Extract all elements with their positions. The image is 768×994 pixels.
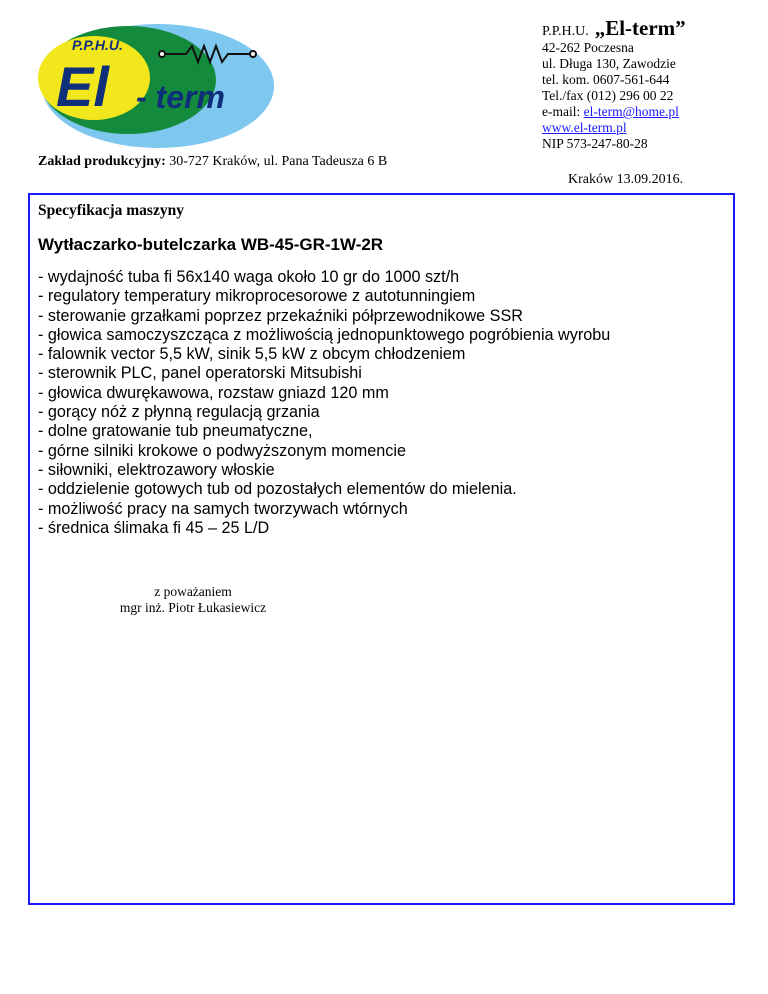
company-email-line bbox=[542, 104, 686, 120]
closing-signature: mgr inż. Piotr Łukasiewicz bbox=[119, 600, 267, 615]
logo-sub-text: - term bbox=[136, 79, 225, 115]
feature-item: - falownik vector 5,5 kW, sinik 5,5 kW z obcym chłodzeniem bbox=[38, 345, 466, 364]
feature-item: - głowica dwurękawowa, rozstaw gniazd 120 mm bbox=[38, 383, 389, 402]
feature-item: - siłowniki, elektrozawory włoskie bbox=[38, 460, 275, 479]
company-address-line: 42-262 Poczesna bbox=[542, 40, 634, 55]
website-link[interactable]: www.el-term.pl bbox=[542, 120, 627, 135]
production-address bbox=[38, 154, 387, 170]
company-name: „El-term” bbox=[594, 16, 686, 40]
document-date: Kraków 13.09.2016. bbox=[568, 172, 684, 187]
company-mobile-line: tel. kom. 0607-561-644 bbox=[542, 72, 670, 87]
email-link[interactable]: el-term@home.pl bbox=[583, 104, 679, 119]
production-label: Zakład produkcyjny: bbox=[38, 154, 166, 169]
company-fax-line: Tel./fax (012) 296 00 22 bbox=[542, 88, 674, 103]
feature-item: - wydajność tuba fi 56x140 waga około 10 gr do 1000 szt/h bbox=[38, 268, 460, 286]
feature-item: - oddzielenie gotowych tub od pozostałych elementów do mielenia. bbox=[38, 480, 517, 499]
feature-item: - głowica samoczyszcząca z możliwością jednopunktowego pogróbienia wyrobu bbox=[38, 325, 611, 344]
feature-list bbox=[38, 268, 610, 538]
spec-title: Specyfikacja maszyny bbox=[38, 202, 184, 219]
closing-greeting: z poważaniem bbox=[154, 584, 232, 599]
feature-item: - regulatory temperatury mikroprocesorowe z autotunningiem bbox=[38, 287, 476, 306]
closing-block bbox=[108, 584, 278, 616]
company-info bbox=[542, 16, 686, 152]
logo-main-text: El bbox=[56, 55, 109, 118]
email-label: e-mail: bbox=[542, 104, 584, 119]
company-www-line bbox=[542, 120, 686, 136]
feature-item: - średnica ślimaka fi 45 – 25 L/D bbox=[38, 518, 270, 537]
feature-item: - sterowanie grzałkami poprzez przekaźniki półprzewodnikowe SSR bbox=[38, 306, 523, 325]
machine-name: Wytłaczarko-butelczarka WB-45-GR-1W-2R bbox=[38, 235, 384, 254]
production-address-text: 30-727 Kraków, ul. Pana Tadeusza 6 B bbox=[165, 154, 388, 169]
company-prefix: P.P.H.U. bbox=[542, 24, 589, 39]
company-nip-line: NIP 573-247-80-28 bbox=[542, 136, 648, 151]
logo-pphu-text: P.P.H.U. bbox=[72, 37, 123, 53]
feature-item: - dolne gratowanie tub pneumatyczne, bbox=[38, 422, 313, 441]
feature-item: - sterownik PLC, panel operatorski Mitsubishi bbox=[38, 364, 362, 383]
company-name-line bbox=[542, 16, 686, 40]
company-logo bbox=[36, 20, 276, 150]
feature-item: - górne silniki krokowe o podwyższonym momencie bbox=[38, 441, 406, 460]
company-street-line: ul. Długa 130, Zawodzie bbox=[542, 56, 676, 71]
feature-item: - możliwość pracy na samych tworzywach wtórnych bbox=[38, 499, 408, 518]
feature-item: - gorący nóż z płynną regulacją grzania bbox=[38, 403, 320, 422]
